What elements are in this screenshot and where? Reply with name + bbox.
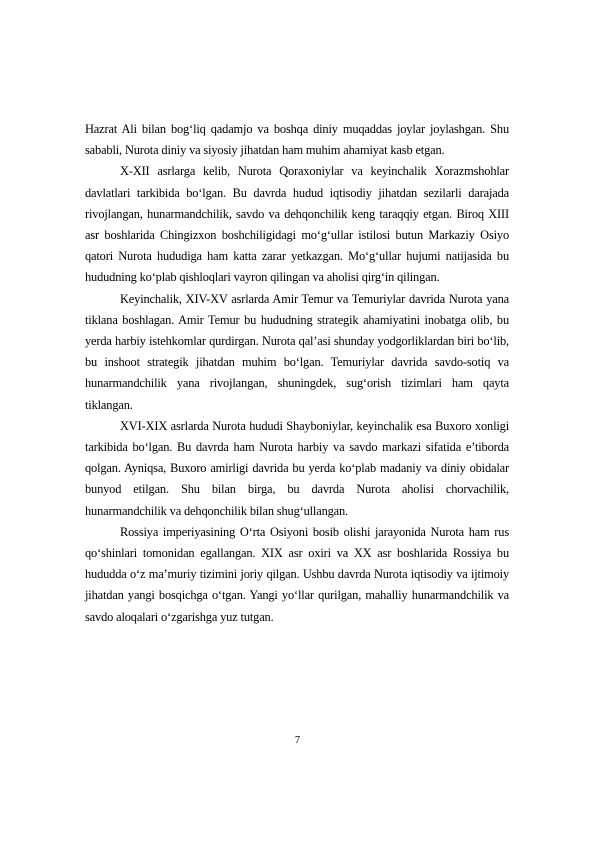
paragraph-continuation: Hazrat Ali bilan bog‘liq qadamjo va boshqa diniy muqaddas joylar joylashgan. Shu sababli, Nurota diniy va siyosiy jihatdan ham muhim ahamiyat kasb etgan. — [85, 122, 509, 158]
page-number: 7 — [294, 735, 301, 746]
body-text — [85, 119, 509, 628]
paragraph-temuriylar: Keyinchalik, XIV-XV asrlarda Amir Temur va Temuriylar davrida Nurota yana tiklana boshlagan. Amir Temur bu hududning strategik ahamiyatini inobatga olib, bu yerda harbiy istehkomlar qurdirgan. Nurota qal’asi shunday yodgorliklardan biri bo‘lib, bu inshoot strategik jihatdan muhim bo‘lgan. Temuriylar davrida savdo-sotiq va hunarmandchilik yana rivojlangan, shuningdek, sug‘orish tizimlari ham qayta tiklangan. — [85, 291, 509, 412]
paragraph-qoraxoniylar: X-XII asrlarga kelib, Nurota Qoraxoniylar va keyinchalik Xorazmshohlar davlatlari tarkibida bo‘lgan. Bu davrda hudud iqtisodiy jihatdan sezilarli darajada rivojlangan, hunarmandchilik, savdo va dehqonchilik keng taraqqiy etgan. Biroq XIII asr boshlarida Chingizxon boshchiligidagi mo‘g‘ullar istilosi butun Markaziy Osiyo qatori Nurota hududiga ham katta zarar yetkazgan. Mo‘g‘ullar hujumi natijasida bu hududning ko‘plab qishloqlari vayron qilingan va aholisi qirg‘in qilingan. — [85, 164, 509, 285]
paragraph-rossiya: Rossiya imperiyasining O‘rta Osiyoni bosib olishi jarayonida Nurota ham rus qo‘shinlari tomonidan egallangan. XIX asr oxiri va XX asr boshlarida Rossiya bu hududda o‘z ma’muriy tizimini joriy qilgan. Ushbu davrda Nurota iqtisodiy va ijtimoiy jihatdan yangi bosqichga o‘tgan. Yangi yo‘llar qurilgan, mahalliy hunarmandchilik va savdo aloqalari o‘zgarishga yuz tutgan. — [85, 524, 509, 624]
paragraph-shayboniylar: XVI-XIX asrlarda Nurota hududi Shayboniylar, keyinchalik esa Buxoro xonligi tarkibida bo‘lgan. Bu davrda ham Nurota harbiy va savdo markazi sifatida e’tiborda qolgan. Ayniqsa, Buxoro amirligi davrida bu yerda ko‘plab madaniy va diniy obidalar bunyod etilgan. Shu bilan birga, bu davrda Nurota aholisi chorvachilik, hunarmandchilik va dehqonchilik bilan shug‘ullangan. — [85, 418, 509, 518]
